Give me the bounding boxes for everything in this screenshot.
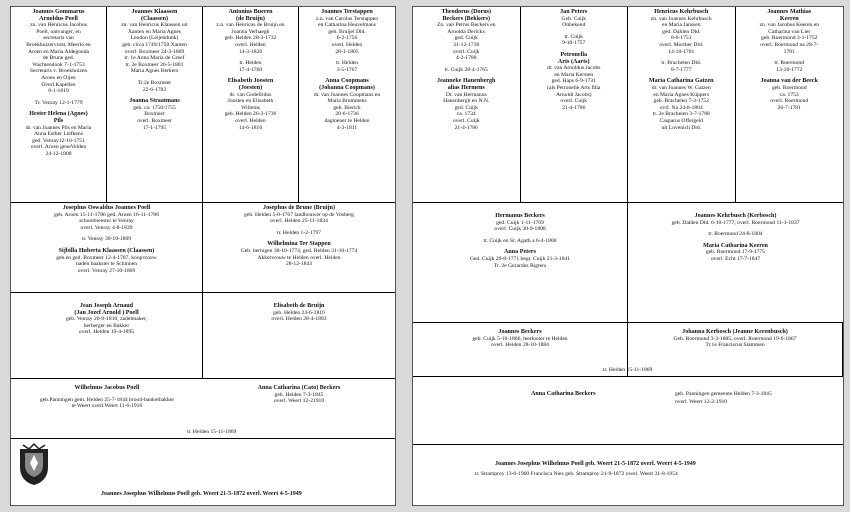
ancestor-line: uit Lovenich Dld. bbox=[661, 124, 702, 131]
ancestor-line: (Claassen) bbox=[140, 15, 169, 22]
marriage-line: tr. Helden 15-11-1869 bbox=[187, 429, 237, 435]
ancestor-line: dr. van Joannes Coopmans en bbox=[313, 91, 381, 98]
ancestor-line: naden baakster te Schinnen bbox=[75, 261, 138, 268]
ancestor-line: Tr. Venray 12-1-1779 bbox=[34, 99, 83, 106]
ancestor-line: geb. Helden 7-3-1845 bbox=[274, 391, 324, 398]
ancestor-line: Joannes Terstappen bbox=[321, 9, 373, 15]
ancestor-line: zn. van Henricus Klaassen uit bbox=[121, 22, 188, 29]
ancestor-line: Anna Peters bbox=[504, 249, 536, 256]
ancestor-line: Joannes Klaassen bbox=[131, 9, 178, 15]
ancestor-line: 13-10-1772 bbox=[776, 66, 803, 73]
ancestor-line: dagloener te Helden bbox=[324, 117, 370, 124]
ancestor-line: Henricus Kehrbusch bbox=[654, 9, 709, 15]
generation-3-row bbox=[413, 203, 843, 323]
ancestor-line: Arnoldi Jacobs) bbox=[555, 91, 592, 98]
pedigree-page-left bbox=[10, 6, 396, 506]
ancestor-box bbox=[203, 203, 395, 292]
ancestor-line: (als Petronelle Arts filia bbox=[547, 84, 601, 91]
ancestor-line: geb. Roermond bbox=[772, 84, 807, 91]
ancestor-line: (Joesten) bbox=[238, 84, 263, 91]
ancestor-line: geb. Helden 24-6-1816 bbox=[273, 309, 325, 316]
ancestor-line: Joannes Beckers bbox=[498, 329, 542, 335]
ancestor-line: tr. Cuijk 28-4-1765 bbox=[444, 66, 488, 73]
ancestor-line: Aroen en Oijen bbox=[41, 74, 76, 81]
ancestor-line: 31-12-1730 bbox=[453, 41, 480, 48]
ancestor-line: Dr. van Hermanus bbox=[445, 91, 487, 98]
ancestor-line: 14-10-1781 bbox=[668, 48, 695, 55]
ancestor-line: 8-6-1751 bbox=[670, 35, 692, 42]
ancestor-line: 20-6-1736 bbox=[335, 111, 359, 118]
ancestor-box bbox=[413, 7, 521, 202]
ancestor-line: overl. Echt 17-7-1847 bbox=[710, 255, 761, 262]
ancestor-line: Leodon (Leijendonk) bbox=[130, 35, 179, 42]
ancestor-line: tr. Brachelen Dld. bbox=[661, 60, 702, 67]
generation-1-row bbox=[11, 379, 395, 439]
ancestor-line: 21-4-1786 bbox=[562, 104, 586, 111]
ancestor-line: overl. Boxmeer 24-3-1809 bbox=[124, 48, 185, 55]
ancestor-line: dr. van Joannes W. Gatzen bbox=[651, 84, 711, 91]
ancestor-line: geb. Brachelen 7-3-1752 bbox=[653, 98, 709, 105]
ancestor-line: secretaris van bbox=[43, 35, 74, 42]
ancestor-line: Catharina van Lier bbox=[768, 28, 811, 35]
ancestor-line: geb. Roermond 17-9-1775 bbox=[705, 249, 766, 256]
ancestor-line: de Brune ged. bbox=[42, 55, 75, 62]
ancestor-line: Maria Catharina Keeren bbox=[703, 242, 768, 249]
ancestor-line: geb. circa 1749/1750 Xanten bbox=[122, 41, 187, 48]
ancestor-line: geb. Bierick bbox=[333, 104, 361, 111]
ancestor-line: overl. Aroen geneVelden bbox=[30, 144, 87, 151]
ancestor-line: z.n. van Henricus de Bruijn en bbox=[216, 22, 285, 29]
ancestor-line: (Johanna Coopmans) bbox=[319, 84, 375, 91]
ancestor-line: Broekhuizervorst, Meerlo en bbox=[26, 41, 91, 48]
marriage-line: tr. Helden 15-11-1869 bbox=[603, 367, 653, 373]
ancestor-line: Elisabeth Joosten bbox=[227, 78, 274, 85]
ancestor-line: geb. Cuijk 5-10-1806, leerlooier te Helden bbox=[472, 335, 568, 342]
ancestor-line: Hermanus Beckers bbox=[495, 213, 545, 219]
ancestor-line: Arnolda Derickx bbox=[447, 28, 486, 35]
ancestor-line: Casparus Offergeld bbox=[659, 117, 703, 124]
ancestor-line: Geb. Roermond 3-3-1805, overl. Roermond 19-6-1867 bbox=[673, 335, 797, 342]
ancestor-line: geb.en ged. Boxmeer 12-4-1787, koopvrouw bbox=[56, 254, 157, 261]
ancestor-line: dr. van Godefridus bbox=[229, 91, 272, 98]
ancestor-line: Maria Agnes Berkers bbox=[130, 68, 179, 75]
ancestor-line: Geb. Cuijk bbox=[561, 15, 587, 22]
ancestor-line: Joannes Mathias bbox=[767, 9, 812, 15]
ancestor-box bbox=[628, 323, 843, 376]
ancestor-box bbox=[413, 323, 628, 376]
ancestor-line: ca. 1753 bbox=[779, 91, 799, 98]
ancestor-line: 28-12-1843 bbox=[285, 261, 313, 268]
ancestor-line: herberger en Bakker bbox=[83, 322, 130, 329]
ancestor-line: tr. 2e Boxmeer 26-5-1801 bbox=[125, 61, 184, 68]
generation-0-row bbox=[11, 439, 395, 507]
ancestor-line: 6-2-1756 bbox=[336, 35, 358, 42]
ancestor-line: geb. Venray 20-9-1810, zadelmaker, bbox=[65, 316, 148, 323]
ancestor-box bbox=[203, 293, 395, 378]
ancestor-line: Xanten en Maria Agnes bbox=[128, 28, 181, 35]
ancestor-line: en Maria Kersten bbox=[554, 71, 594, 78]
ancestor-detail: overl. Weert 12-2-1910 bbox=[675, 399, 728, 405]
ancestor-name: Anna Catharina Beckers bbox=[531, 391, 596, 397]
ancestor-line: zn. van Joannes Kehrbusch bbox=[650, 15, 712, 22]
ancestor-line: Anna Catharina (Cato) Beckers bbox=[257, 385, 341, 391]
ancestor-line: geb.Panningen gem. Helden 25-7-1844 brood-banketbakker bbox=[39, 396, 175, 403]
ancestor-line: Akkervrouw te Helden overl. Helden bbox=[257, 254, 341, 261]
ancestor-line: ovrl. Na 24-8-1804 bbox=[659, 104, 703, 111]
pedigree-page-right bbox=[412, 6, 844, 506]
ancestor-line: 22-6-1782 bbox=[142, 86, 167, 93]
ancestor-line: 4-3-1811 bbox=[336, 124, 358, 131]
ancestor-line: 9-10-1757 bbox=[562, 40, 586, 47]
ancestor-line: Hanenbergh en N.N. bbox=[443, 98, 490, 105]
ancestor-line: Keeren bbox=[779, 15, 799, 22]
ancestor-line: 14-6-1816 bbox=[238, 124, 263, 131]
ancestor-line: Overl.Kapellen bbox=[41, 81, 76, 88]
ancestor-line: ca. 1734 bbox=[456, 111, 476, 118]
ancestor-line: tr. Venray 30-10-1809 bbox=[81, 236, 132, 243]
ancestor-line: geb. Aroen 15-11-1786 ged. Aroen 16-11-1786 bbox=[53, 211, 160, 218]
ancestor-line: geb. Bruijel Dld. bbox=[328, 28, 366, 35]
ancestor-line: 14-3-1826 bbox=[238, 48, 263, 55]
ancestor-line: overl. Venray 27-10-1869 bbox=[77, 267, 136, 274]
ancestor-line: Arnoldus Poell bbox=[39, 15, 78, 22]
ancestor-line: ged. Dahlen Dld. bbox=[662, 28, 701, 35]
generation-2-row bbox=[413, 323, 843, 377]
ancestor-box bbox=[628, 203, 843, 322]
ancestor-line: dr. van Joannes Pils en Maria bbox=[25, 124, 92, 131]
ancestor-line: ged. Haps 6-9-1731 bbox=[551, 78, 596, 85]
ancestor-line: 17-1-1795 bbox=[142, 124, 167, 131]
ancestor-line: overl. Helden 28-10-1884 bbox=[491, 342, 549, 349]
ancestor-line: dr. van Arnoldus Jacobs bbox=[547, 65, 601, 72]
ancestor-line: overl. Boxmeer bbox=[137, 117, 172, 124]
ancestor-line: tr. 1e Anna Maria de Greef bbox=[124, 55, 185, 62]
ancestor-line: ged. Cuijk 1-11-1769 bbox=[496, 219, 544, 226]
ancestor-line: Pils bbox=[53, 117, 64, 124]
ancestor-line: Joanna Straatmans bbox=[129, 98, 180, 105]
ancestor-line: zn. van Jacobus Keeren en bbox=[759, 22, 819, 29]
ancestor-line: overl. Helden 28-4-1883 bbox=[271, 316, 327, 323]
generation-0-row bbox=[413, 445, 843, 507]
ancestor-line: 1781 bbox=[783, 48, 795, 55]
ancestor-box bbox=[11, 293, 203, 378]
ancestor-line: tr. Helden bbox=[335, 60, 359, 67]
ancestor-line: Tr.1e Franciscus Stammen bbox=[705, 342, 765, 349]
ancestor-line: Josephus de Brune (Bruijn) bbox=[263, 205, 335, 211]
ancestor-line: Anna Coopmans bbox=[325, 78, 369, 85]
ancestor-line: 8-7-1777 bbox=[670, 66, 692, 73]
generation-4-row bbox=[413, 7, 843, 203]
ancestor-line: Joanna Verhaegh bbox=[231, 28, 270, 35]
ancestor-line: en Maria Janssen bbox=[661, 22, 701, 29]
ancestor-box bbox=[107, 7, 203, 202]
ancestor-line: 3-5-1767 bbox=[336, 66, 358, 73]
ancestor-line: Wilhelmus Jacobus Poell bbox=[74, 385, 140, 391]
root-person: Joannes Josephus Wilhelmus Poell geb. Weert 21-5-1872 overl. Weert 4-5-1949 bbox=[101, 491, 302, 497]
generation-1-row bbox=[413, 377, 843, 445]
ancestor-box bbox=[736, 7, 844, 202]
ancestor-line: Petronella bbox=[560, 51, 588, 58]
ancestor-line: geb. Roermond 3-1-1752 bbox=[761, 35, 818, 42]
ancestor-line: Aroen en Maria Aldegonda bbox=[27, 48, 90, 55]
ancestor-line: 8-1-1819 bbox=[48, 88, 69, 95]
ancestor-line: ged. Cuijk bbox=[454, 104, 478, 111]
ancestor-box bbox=[413, 203, 628, 322]
ancestor-line: Boxmeer bbox=[144, 111, 165, 118]
ancestor-line: Joannes Kehrbusch (Kerbosch) bbox=[694, 213, 777, 219]
ancestor-box bbox=[521, 7, 629, 202]
ancestor-line: Willems bbox=[241, 104, 260, 111]
ancestor-box bbox=[628, 7, 736, 202]
ancestor-line: overl. Helden 19-4-1895 bbox=[78, 329, 135, 336]
ancestor-line: Tr.2e Boxmeer bbox=[137, 79, 172, 86]
ancestor-line: Wachtendonk 7-1-1753 bbox=[32, 61, 85, 68]
ancestor-line: Hester Helena (Agnes) bbox=[29, 111, 88, 118]
ancestor-line: Johanna Kerbosch (Jeanne Kerenbusch) bbox=[682, 329, 788, 335]
ancestor-line: Sijbilla Huberta Klaassen (Claassen) bbox=[58, 247, 155, 254]
ancestor-line: alias Hermens bbox=[447, 84, 485, 91]
ancestor-line: geb. Helden 5-8-1767 landbouwer op de Vosberg bbox=[244, 211, 354, 218]
ancestor-line: overl. Weert 12-21910 bbox=[273, 398, 325, 405]
ancestor-line: ged. Cuijk bbox=[454, 35, 478, 42]
ancestor-detail: geb. Panningen gemeente Helden 7-3-1845 bbox=[675, 391, 772, 397]
ancestor-line: Onbekend bbox=[562, 22, 586, 29]
ancestor-line: Maria Brummens bbox=[327, 98, 367, 105]
ancestor-line: overl. Cuijk 30-9-1808 bbox=[494, 226, 546, 233]
ancestor-line: Maria Catharina Gatzen bbox=[648, 78, 714, 85]
ancestor-line: ged. Venray12-10-1751 bbox=[32, 137, 85, 144]
ancestor-line: 17-4-1760 bbox=[238, 66, 263, 73]
generation-4-row bbox=[11, 7, 395, 203]
ancestor-line: Beckers (Bekkers) bbox=[442, 15, 491, 22]
ancestor-box bbox=[299, 7, 395, 202]
coat-of-arms-icon bbox=[17, 443, 51, 487]
ancestor-line: Ged. Cuijk 26-8-1771 begr. Cuijk 21-3-1841 bbox=[469, 255, 571, 262]
ancestor-box bbox=[203, 7, 299, 202]
ancestor-box bbox=[11, 203, 203, 292]
ancestor-line: overl. Helden bbox=[235, 41, 266, 48]
ancestor-line: Jean Joseph Arnaud bbox=[79, 303, 134, 309]
ancestor-line: overl. Helden bbox=[235, 117, 266, 124]
ancestor-line: te Weert overl.Weert 11-6-1916 bbox=[71, 403, 143, 410]
ancestor-line: geb. Dahlen Dld. 6-10-1777, overl. Roermond 11-1-1837 bbox=[671, 219, 800, 226]
ancestor-line: geb. Helden 26-3-1736 bbox=[224, 111, 277, 118]
generation-2-row bbox=[11, 293, 395, 379]
ancestor-line: schoolmeester te Venray bbox=[79, 218, 134, 225]
ancestor-line: tr. 2e Brachelen 3-7-1788 bbox=[652, 111, 710, 118]
ancestor-line: Josephus Oswaldus Joannes Poell bbox=[62, 205, 151, 211]
ancestor-line: tr. Helden bbox=[239, 60, 262, 67]
ancestor-line: tr. Roermond 24-8-1804 bbox=[708, 231, 763, 238]
ancestor-line: Wilhelmina Ter Stappen bbox=[267, 241, 331, 248]
ancestor-line: Anna Esther Liefkens bbox=[34, 131, 83, 138]
ancestor-line: overl. Helden bbox=[331, 41, 363, 48]
ancestor-line: 21-4-1786 bbox=[454, 124, 478, 131]
ancestor-line: geb. Helden 28-3-1732 bbox=[224, 35, 277, 42]
ancestor-line: Secretaris v. Broekhuizen bbox=[29, 68, 88, 75]
ancestor-line: Theodorus (Dorus) bbox=[441, 9, 492, 15]
ancestor-line: overl. Cuijk bbox=[452, 48, 480, 55]
ancestor-line: overl. Roermond bbox=[770, 98, 809, 105]
ancestor-line: Joanna van der Beeck bbox=[760, 78, 818, 85]
ancestor-line: geb. ca. 1750/1755 bbox=[133, 104, 176, 111]
ancestor-line: Joosten en Elisabeth bbox=[227, 98, 274, 105]
ancestor-line: en Maria Agnes Küppers bbox=[653, 91, 710, 98]
ancestor-line: tr. Cuijk bbox=[564, 33, 583, 40]
ancestor-line: overl. Helden 25-11-1834 bbox=[270, 218, 328, 225]
ancestor-line: Arts (Aarts) bbox=[557, 58, 590, 65]
ancestor-line: Jeanneke Hanenbergh bbox=[437, 78, 496, 85]
ancestor-line: zn. van Henricus Jacobus bbox=[30, 22, 87, 29]
ancestor-line: Joannes Gommarus bbox=[32, 9, 85, 15]
ancestor-line: 4-2-1788 bbox=[455, 55, 477, 62]
ancestor-line: overl. Venray 4-8-1839 bbox=[80, 224, 133, 231]
root-person: Joannes Josephus Wilhelmus Poell geb. Weert 21-5-1872 overl. Weert 4-5-1949 bbox=[495, 461, 696, 467]
ancestor-line: overl. Morther Dld. bbox=[659, 41, 704, 48]
root-marriage: tr. Stramproy 13-6-1900 Francisca Nies geb. Stramproy 21-9-1872 overl. Weert 31-8-1954 bbox=[475, 471, 678, 477]
ancestor-line: Zn. van Petrus Beckers en bbox=[436, 22, 496, 29]
ancestor-line: z.n. van Carolus Terstappen bbox=[315, 15, 379, 22]
ancestor-line: Poell, ontvanger, en bbox=[36, 28, 81, 35]
ancestor-line: 24-12-1808 bbox=[45, 150, 72, 157]
generation-3-row bbox=[11, 203, 395, 293]
ancestor-box bbox=[11, 7, 107, 202]
ancestor-line: Tr. 2e Gerardus Rigters bbox=[493, 262, 547, 269]
ancestor-line: Elisabeth de Bruijn bbox=[273, 303, 325, 309]
ancestor-line: en Catharina Heuvelmans bbox=[318, 22, 376, 29]
ancestor-line: Jan Peters bbox=[560, 9, 588, 15]
ancestor-line: overl. Roermond na 28-7- bbox=[760, 41, 819, 48]
ancestor-line: Antonius Bueren bbox=[228, 9, 273, 15]
ancestor-line: overl. Cuijk bbox=[452, 117, 480, 124]
ancestor-line: tr. Cuijk en St. Agath a 6-4-1808 bbox=[483, 237, 557, 244]
ancestor-box bbox=[11, 379, 203, 438]
ancestor-line: 28-1-1805 bbox=[335, 48, 359, 55]
ancestor-line: Geb. beringen 30-10-1774, ged. Helden 31-10-1774 bbox=[240, 247, 358, 254]
ancestor-line: (Jan Jozef Arnold ) Poell bbox=[74, 309, 139, 316]
ancestor-line: (de Bruijn) bbox=[236, 15, 265, 22]
ancestor-line: 26-7-1781 bbox=[777, 104, 801, 111]
ancestor-line: tr. Roermond bbox=[774, 60, 805, 67]
ancestor-line: tr. Helden 1-2-1797 bbox=[277, 229, 321, 236]
ancestor-line: overl. Cuijk bbox=[560, 98, 588, 105]
